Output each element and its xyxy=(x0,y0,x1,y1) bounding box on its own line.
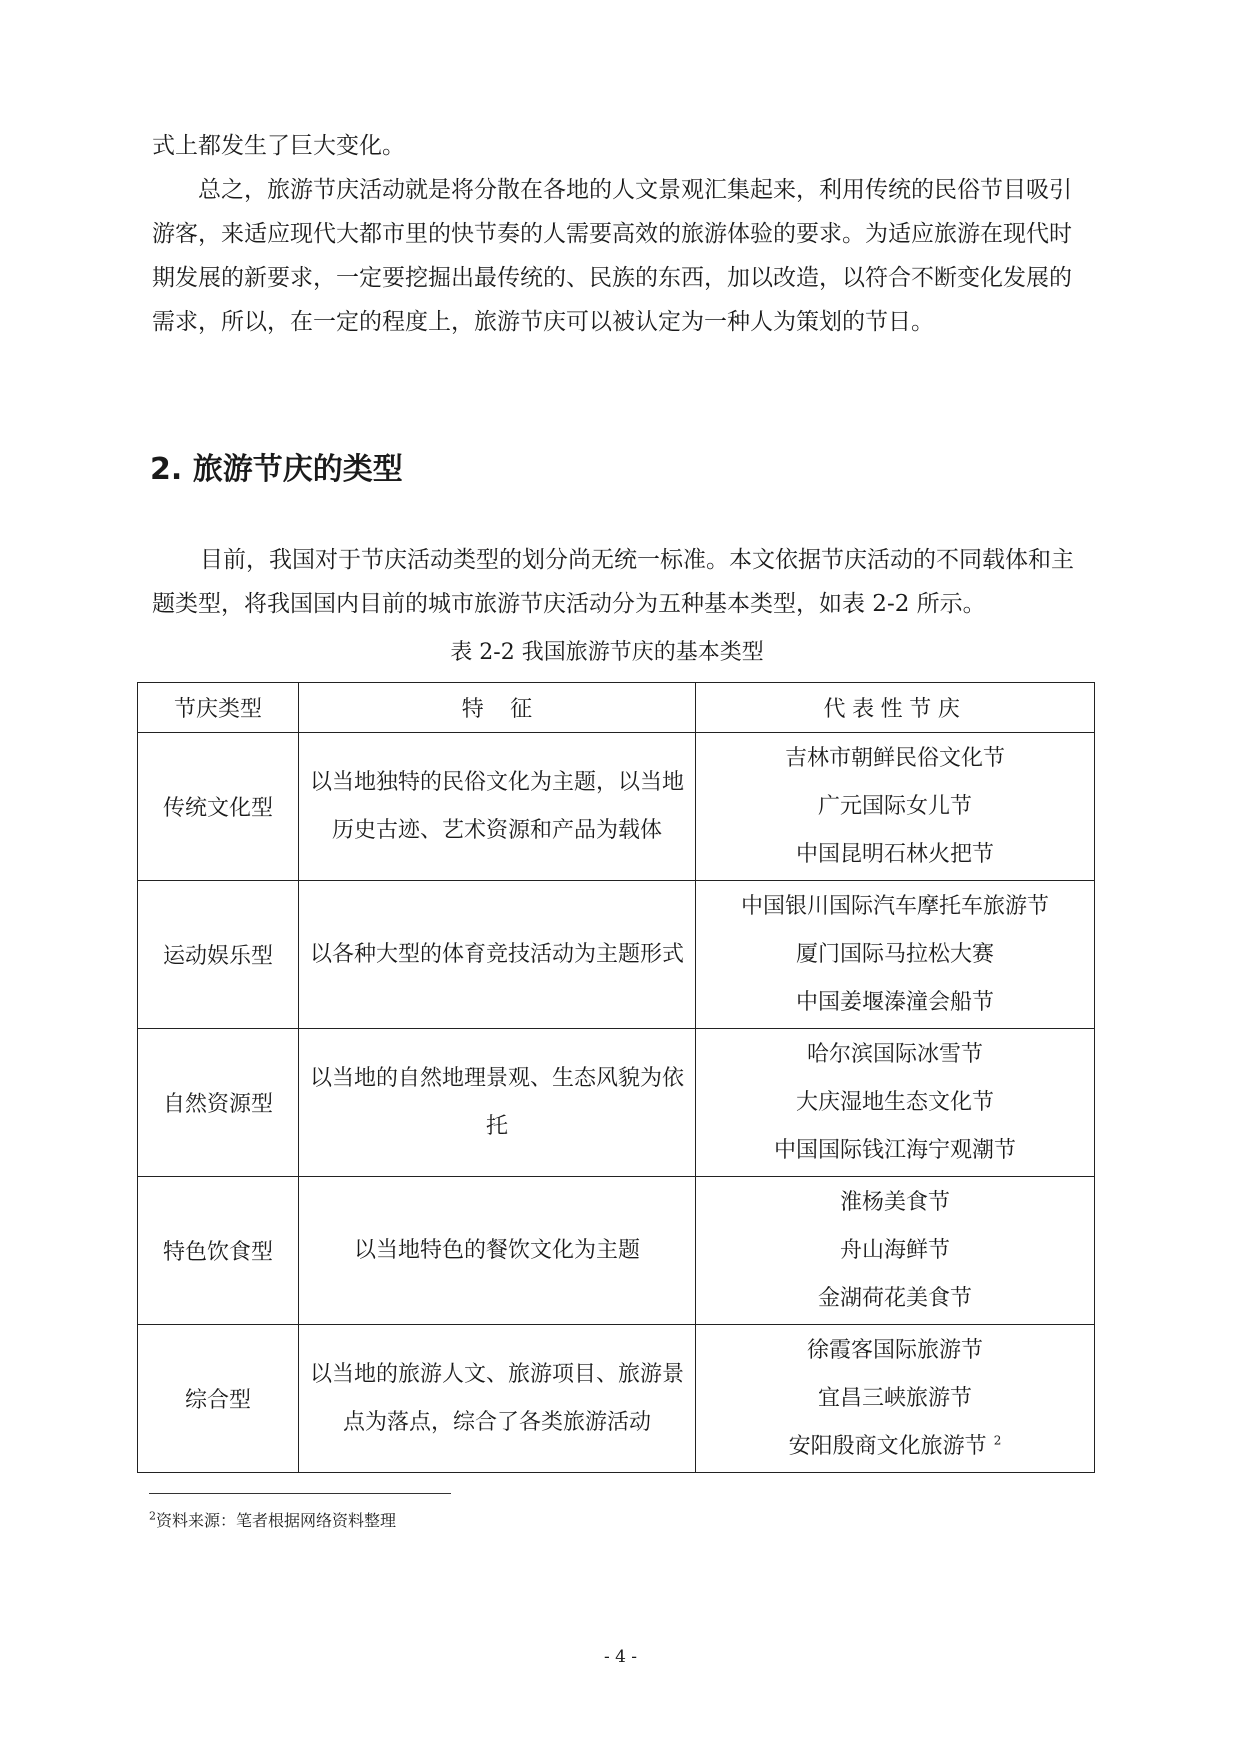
feature-cell: 以当地独特的民俗文化为主题，以当地历史古迹、艺术资源和产品为载体 xyxy=(299,733,696,881)
table-row xyxy=(138,1325,1095,1473)
table-header-row xyxy=(138,683,1095,733)
festival-item: 中国银川国际汽车摩托车旅游节 xyxy=(740,893,1049,919)
footnote-divider xyxy=(149,1493,451,1494)
type-cell: 传统文化型 xyxy=(138,733,299,881)
festival-item: 哈尔滨国际冰雪节 xyxy=(806,1041,983,1067)
header-feature-label: 特征 xyxy=(461,697,559,722)
festival-item: 大庆湿地生态文化节 xyxy=(795,1089,994,1115)
footnote-text: 资料来源：笔者根据网络资料整理 xyxy=(156,1511,397,1530)
header-type: 节庆类型 xyxy=(138,683,299,733)
feature-cell: 以当地的自然地理景观、生态风貌为依托 xyxy=(299,1029,696,1177)
festival-item: 金湖荷花美食节 xyxy=(817,1285,972,1311)
festival-item: 中国姜堰溱潼会船节 xyxy=(795,989,994,1015)
paragraph-summary: 总之，旅游节庆活动就是将分散在各地的人文景观汇集起来，利用传统的民俗节目吸引游客，来适应现代大都市里的快节奏的人需要高效的旅游体验的要求。为适应旅游在现代时期发展的新要求，一定要挖掘出最传统的、民族的东西，加以改造，以符合不断变化发展的需求，所以，在一定的程度上，旅游节庆可以被认定为一种人为策划的节日。 xyxy=(152,177,1072,335)
festival-item: 中国昆明石林火把节 xyxy=(795,841,994,867)
footnote xyxy=(149,1509,396,1533)
festivals-cell xyxy=(696,1325,1095,1473)
festivals-cell xyxy=(696,1029,1095,1177)
festival-item-text: 安阳殷商文化旅游节 xyxy=(788,1433,987,1459)
header-festivals-label: 代表性节庆 xyxy=(823,697,967,722)
festivals-cell xyxy=(696,733,1095,881)
header-feature xyxy=(299,683,696,733)
table-row xyxy=(138,1177,1095,1325)
festivals-cell xyxy=(696,1177,1095,1325)
feature-cell: 以当地特色的餐饮文化为主题 xyxy=(299,1177,696,1325)
festival-item: 徐霞客国际旅游节 xyxy=(806,1337,983,1363)
header-festivals xyxy=(696,683,1095,733)
table-caption: 表 2-2 我国旅游节庆的基本类型 xyxy=(450,640,764,665)
table-row xyxy=(138,733,1095,881)
festival-item xyxy=(706,1423,1084,1471)
festival-item: 淮杨美食节 xyxy=(839,1189,950,1215)
footnote-mark: 2 xyxy=(149,1509,156,1523)
table-row xyxy=(138,1029,1095,1177)
footnote-reference[interactable]: 2 xyxy=(993,1433,1002,1448)
paragraph-intro: 目前，我国对于节庆活动类型的划分尚无统一标准。本文依据节庆活动的不同载体和主题类型，将我国国内目前的城市旅游节庆活动分为五种基本类型，如表 2-2 所示。 xyxy=(152,547,1074,617)
paragraph-continuation: 式上都发生了巨大变化。 xyxy=(152,133,405,159)
type-cell: 特色饮食型 xyxy=(138,1177,299,1325)
festival-item: 广元国际女儿节 xyxy=(817,793,972,819)
type-cell: 自然资源型 xyxy=(138,1029,299,1177)
festival-item: 厦门国际马拉松大赛 xyxy=(795,941,994,967)
festival-item: 吉林市朝鲜民俗文化节 xyxy=(784,745,1005,771)
festival-item: 中国国际钱江海宁观潮节 xyxy=(773,1137,1016,1163)
feature-cell: 以当地的旅游人文、旅游项目、旅游景点为落点，综合了各类旅游活动 xyxy=(299,1325,696,1473)
section-heading: 2. 旅游节庆的类型 xyxy=(150,452,403,487)
festivals-cell xyxy=(696,881,1095,1029)
festival-item: 舟山海鲜节 xyxy=(839,1237,950,1263)
type-cell: 运动娱乐型 xyxy=(138,881,299,1029)
feature-cell: 以各种大型的体育竞技活动为主题形式 xyxy=(299,881,696,1029)
type-cell: 综合型 xyxy=(138,1325,299,1473)
festival-item: 宜昌三峡旅游节 xyxy=(817,1385,972,1411)
table-row xyxy=(138,881,1095,1029)
festival-types-table xyxy=(137,682,1095,1473)
page-number: - 4 - xyxy=(603,1647,638,1667)
